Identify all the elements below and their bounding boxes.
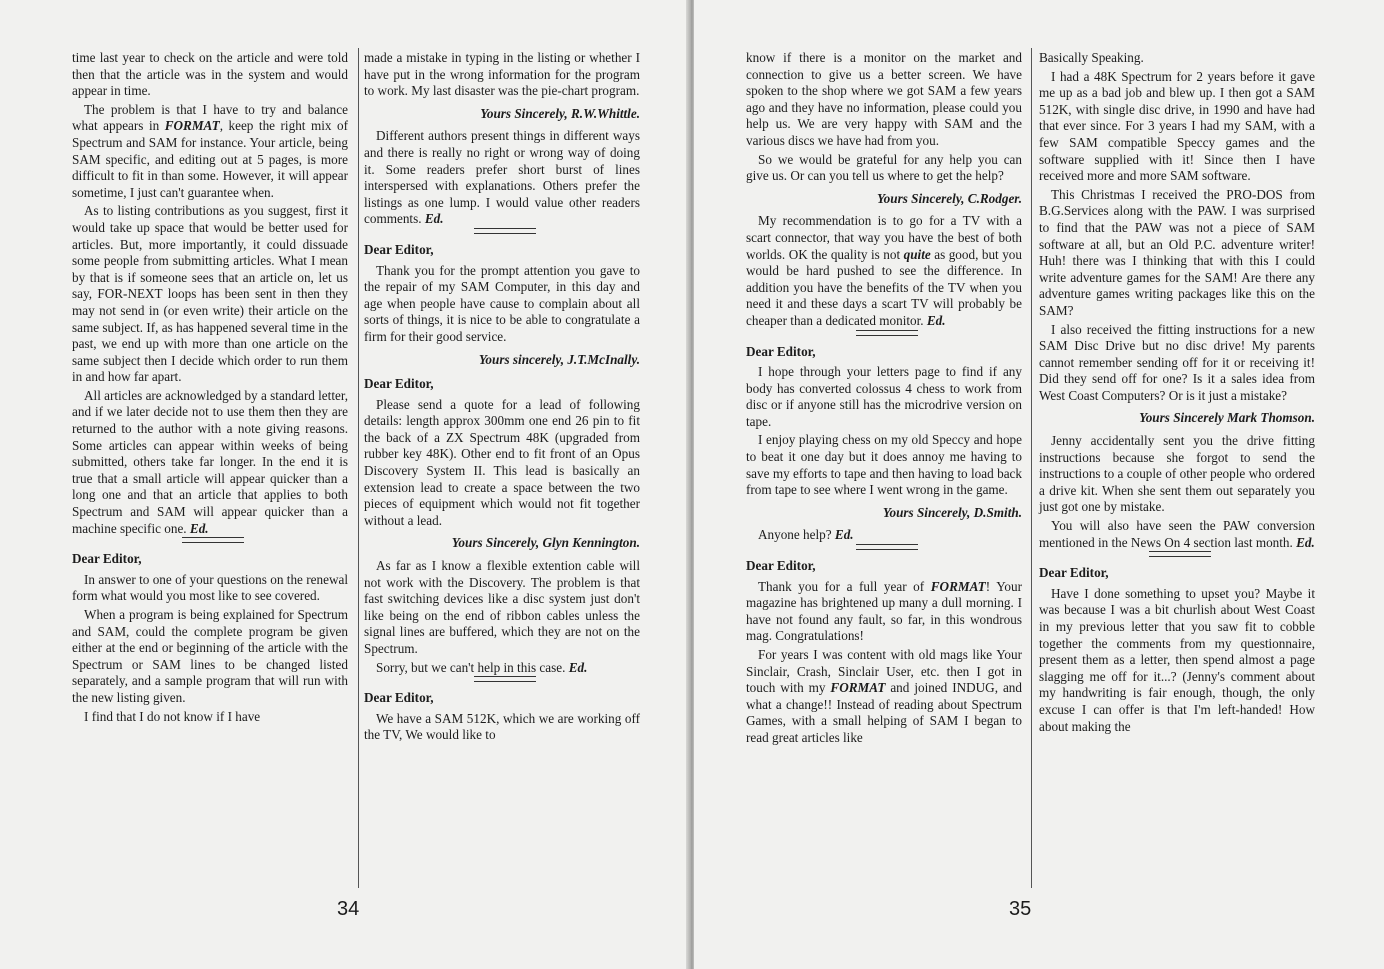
letter-separator (856, 330, 918, 336)
body-paragraph: Thank you for the prompt attention you gave to the repair of my SAM Computer, in this day and age when people have cause to complain about all sorts of things, it is nice to be able to congratulate a firm for their good service. (364, 262, 640, 344)
letter-signature: Yours Sincerely, R.W.Whittle. (480, 105, 640, 121)
emphasis: FORMAT (164, 118, 220, 134)
page-number-left: 34 (337, 898, 360, 920)
body-paragraph: As to listing contributions as you suggest, first it would take up space that would be better used for articles. But, more importantly, it could dissuade some people from submitting articles. What I mean by that is if someone sees that an article on, let us say, FOR-NEXT loops has been sent in then they may not send in (or even write) their article on the same subject. If, as has happened several time in the past, we end up with more than one article on the same subject then I decide which order to run them in and how far apart. (72, 203, 348, 385)
body-paragraph: know if there is a monitor on the market and connection to give us a better screen. We have spoken to the shop where we got SAM a few years ago and they have no information, please could you help us. We are very happy with SAM and the various discs we have had from you. (746, 50, 1022, 148)
body-paragraph: For years I was content with old mags like Your Sinclair, Crash, Sinclair User, etc. then I got in touch with my FORMAT and joined INDUG, and what a change!! Instead of reading about Spectrum Games, with a small helping of SAM I began to read great articles like (746, 647, 1022, 745)
emphasis: Ed. (189, 520, 209, 536)
body-paragraph: You will also have seen the PAW conversion mentioned in the News On 4 section last month. Ed. (1039, 518, 1315, 550)
body-paragraph: I also received the fitting instructions for a new SAM Disc Drive but no disc drive! My parents cannot remember sending off for it or receiving it! Did they send off for one? Is it a sales idea from West Coast Computers? Or is it just a mistake? (1039, 321, 1315, 403)
body-paragraph: I hope through your letters page to find if any body has converted colossus 4 chess to work from disc or if anyone still has the microdrive version on tape. (746, 364, 1022, 429)
body-paragraph: We have a SAM 512K, which we are working off the TV, We would like to (364, 710, 640, 743)
body-paragraph: Please send a quote for a lead of following details: length approx 300mm one end 26 pin to fit the back of a ZX Spectrum 48K (upgraded from rubber key 48K). Other end to fit front of an Opus Discovery System II. This lead is basically an extension lead to create a space between the two pieces of equipment which would not fit together without a lead. (364, 396, 640, 528)
body-paragraph: I had a 48K Spectrum for 2 years before it gave me up as a bad job and blew up. I then got a SAM 512K, with single disc drive, in 1990 and have had that ever since. For 3 years I had my SAM, with a few SAM compatible Speccy games and the software supplied with it! Since then I have received more and more SAM software. (1039, 68, 1315, 184)
column-divider (1031, 48, 1032, 888)
letter-signature: Yours sincerely, J.T.McInally. (478, 351, 640, 367)
letter-salutation: Dear Editor, (364, 690, 434, 706)
body-paragraph: made a mistake in typing in the listing or whether I have put in the wrong information for the program to work. My last disaster was the pie-chart program. (364, 50, 640, 99)
body-paragraph: Thank you for a full year of FORMAT! Your magazine has brightened up many a dull morning. I have not found any fault, so far, in this wondrous mag. Congratulations! (746, 578, 1022, 644)
emphasis: Ed. (1296, 534, 1315, 550)
body-paragraph: Different authors present things in different ways and there is really no right or wrong way of doing it. Some readers prefer short burst of lines interspersed with explanations. Others prefer the listings as one lump. I would value other readers comments. Ed. (364, 128, 640, 227)
letter-salutation: Dear Editor, (72, 551, 142, 567)
body-paragraph: Basically Speaking. (1039, 50, 1144, 65)
letter-salutation: Dear Editor, (1039, 565, 1109, 581)
emphasis: FORMAT (830, 680, 886, 696)
body-paragraph: The problem is that I have to try and balance what appears in FORMAT, keep the right mix of Spectrum and SAM for instance. Your article, being SAM specific, and editing out at 5 pages, is more difficult to fit in than some. However, it will appear sometime, I just can't guarantee when. (72, 101, 348, 200)
emphasis: quite (903, 246, 931, 262)
letter-signature: Yours Sincerely, Glyn Kennington. (451, 535, 640, 551)
left-page (0, 0, 690, 969)
body-paragraph: In answer to one of your questions on the renewal form what would you most like to see covered. (72, 571, 348, 604)
body-paragraph: time last year to check on the article and were told then that the article was in the system and would appear in time. (72, 50, 348, 99)
right-page-column-2 (1039, 50, 1315, 737)
letter-salutation: Dear Editor, (746, 343, 816, 359)
letter-salutation: Dear Editor, (364, 376, 434, 392)
body-paragraph: Have I done something to upset you? Maybe it was because I was a bit churlish about West Coast in my previous letter that you saw fit to cobble together the comments from my questionnaire, present them as a letter, then spend almost a page slagging me off for it...? (Jenny's comment about my handwriting is fair enough, though, the only excuse I can offer is that I'm left-handed! How about making the (1039, 585, 1315, 734)
letter-signature: Yours Sincerely, C.Rodger. (877, 190, 1022, 206)
body-paragraph: When a program is being explained for Spectrum and SAM, could the complete program be given either at the end or beginning of the article with the Spectrum or SAM lines to be changed listed separately, and a sample program that will run with the new listing given. (72, 607, 348, 705)
body-paragraph: So we would be grateful for any help you can give us. Or can you tell us where to get the help? (746, 151, 1022, 184)
letter-separator (856, 544, 918, 550)
letter-separator (474, 676, 536, 682)
body-paragraph: I find that I do not know if I have (84, 708, 261, 724)
emphasis: Ed. (568, 659, 588, 675)
emphasis: Ed. (834, 527, 854, 543)
emphasis: Ed. (424, 211, 444, 227)
letter-separator (1149, 551, 1211, 557)
body-paragraph: Sorry, but we can't help in this case. Ed. (376, 659, 588, 675)
letter-separator (474, 228, 536, 234)
body-paragraph: This Christmas I received the PRO-DOS from B.G.Services along with the PAW. I was surprised to find that the PAW was not a piece of SAM software at all, but an Old P.C. adventure writer! Huh! there was I thinking that with this I could write adventure games for the SAM! Are there any adventure games writing packages like this on the SAM? (1039, 186, 1315, 318)
left-page-column-1 (72, 50, 348, 727)
letter-separator (182, 537, 244, 543)
right-page-column-1 (746, 50, 1022, 749)
body-paragraph: All articles are acknowledged by a standard letter, and if we later decide not to use them then they are returned to the author with a note giving reasons. Some articles can appear within weeks of being submitted, others take far longer. In the end it is true that a small article will appear quicker than a long one and that an article that applies to both Spectrum and SAM will appear quicker than a machine specific one. Ed. (72, 387, 348, 536)
body-paragraph: As far as I know a flexible extention cable will not work with the Discovery. The problem is that fast switching devices like a disc system just don't like being on the end of ribbon cables unless the signal lines are buffered, which they are not on the Spectrum. (364, 558, 640, 656)
left-page-column-2 (364, 50, 640, 746)
right-page (694, 0, 1384, 969)
emphasis: FORMAT (930, 578, 986, 594)
body-paragraph: Anyone help? Ed. (758, 527, 854, 543)
letter-signature: Yours Sincerely, D.Smith. (882, 504, 1022, 520)
body-paragraph: My recommendation is to go for a TV with a scart connector, that way you have the best of both worlds. OK the quality is not quite as good, but you would be hard pushed to see the difference. In addition you have the benefits of the TV when you need it and these days a scart TV will probably be cheaper than a dedicated monitor. Ed. (746, 213, 1022, 328)
page-number-right: 35 (1009, 898, 1032, 920)
letter-signature: Yours Sincerely Mark Thomson. (1139, 410, 1315, 426)
letter-salutation: Dear Editor, (364, 241, 434, 257)
body-paragraph: Jenny accidentally sent you the drive fitting instructions because she forgot to send the instructions to a couple of other people who ordered a drive kit. When she sent them out separately you just got one by mistake. (1039, 433, 1315, 515)
emphasis: Ed. (926, 312, 946, 328)
body-paragraph: I enjoy playing chess on my old Speccy and hope to beat it one day but it does annoy me having to save my efforts to tape and then having to load back from tape to see where I went wrong in the game. (746, 432, 1022, 498)
letter-salutation: Dear Editor, (746, 558, 816, 574)
column-divider (358, 48, 359, 888)
